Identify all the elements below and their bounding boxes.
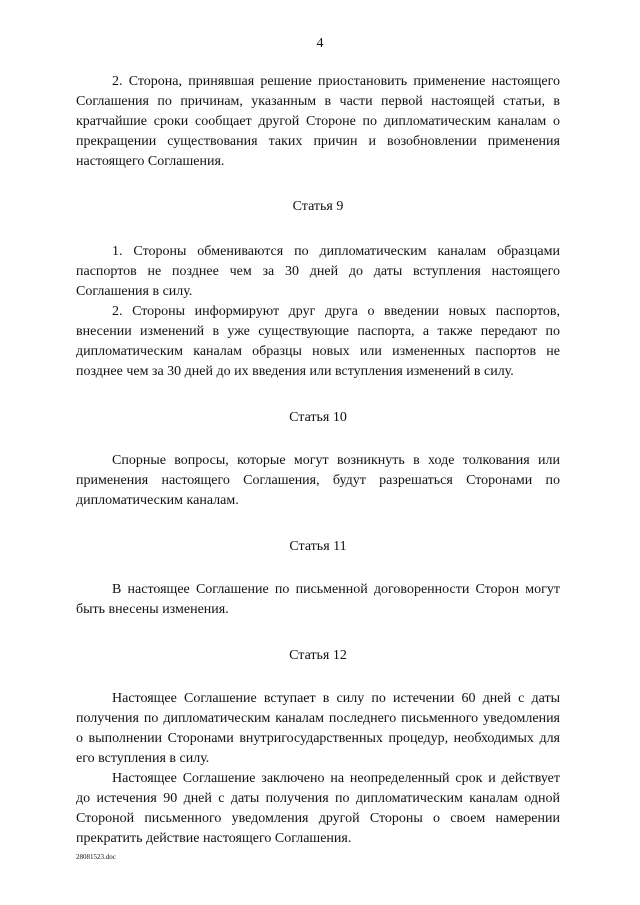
- page-number: 4: [316, 36, 324, 51]
- article-9-title: Статья 9: [292, 199, 344, 214]
- article-9-paragraph-1: 1. Стороны обмениваются по дипломатическим каналам образцами паспортов не позднее чем за 30 дней до даты вступления настоящего Соглашения в силу.: [76, 244, 560, 299]
- article-11-paragraph-1: В настоящее Соглашение по письменной договоренности Сторон могут быть внесены изменения.: [76, 582, 560, 617]
- article-10-title: Статья 10: [289, 410, 347, 425]
- article-12-paragraph-2: Настоящее Соглашение заключено на неопределенный срок и действует до истечения 90 дней с даты получения по дипломатическим каналам одной Стороной письменного уведомления другой Стороны о своем намерении прекратить действие настоящего Соглашения.: [76, 771, 560, 846]
- document-body: [76, 72, 560, 849]
- article-10-paragraph-1: Спорные вопросы, которые могут возникнуть в ходе толкования или применения настоящего Соглашения, будут разрешаться Сторонами по дипломатическим каналам.: [76, 453, 560, 508]
- footer-filename: 28081523.doc: [76, 853, 116, 861]
- article-11-title: Статья 11: [289, 539, 347, 554]
- paragraph-article8-part2: 2. Сторона, принявшая решение приостановить применение настоящего Соглашения по причинам, указанным в части первой настоящей статьи, в кратчайшие сроки сообщает другой Стороне по дипломатическим каналам о прекращении существования таких причин и возобновлении применения настоящего Соглашения.: [76, 74, 560, 169]
- article-9-paragraph-2: 2. Стороны информируют друг друга о введении новых паспортов, внесении изменений в уже существующие паспорта, а также передают по дипломатическим каналам образцы новых или измененных паспортов не позднее чем за 30 дней до их введения или вступления изменений в силу.: [76, 304, 560, 379]
- article-12-title: Статья 12: [289, 648, 347, 663]
- article-12-paragraph-1: Настоящее Соглашение вступает в силу по истечении 60 дней с даты получения по дипломатическим каналам последнего письменного уведомления о выполнении Сторонами внутригосударственных процедур, необходимых для его вступления в силу.: [76, 691, 560, 766]
